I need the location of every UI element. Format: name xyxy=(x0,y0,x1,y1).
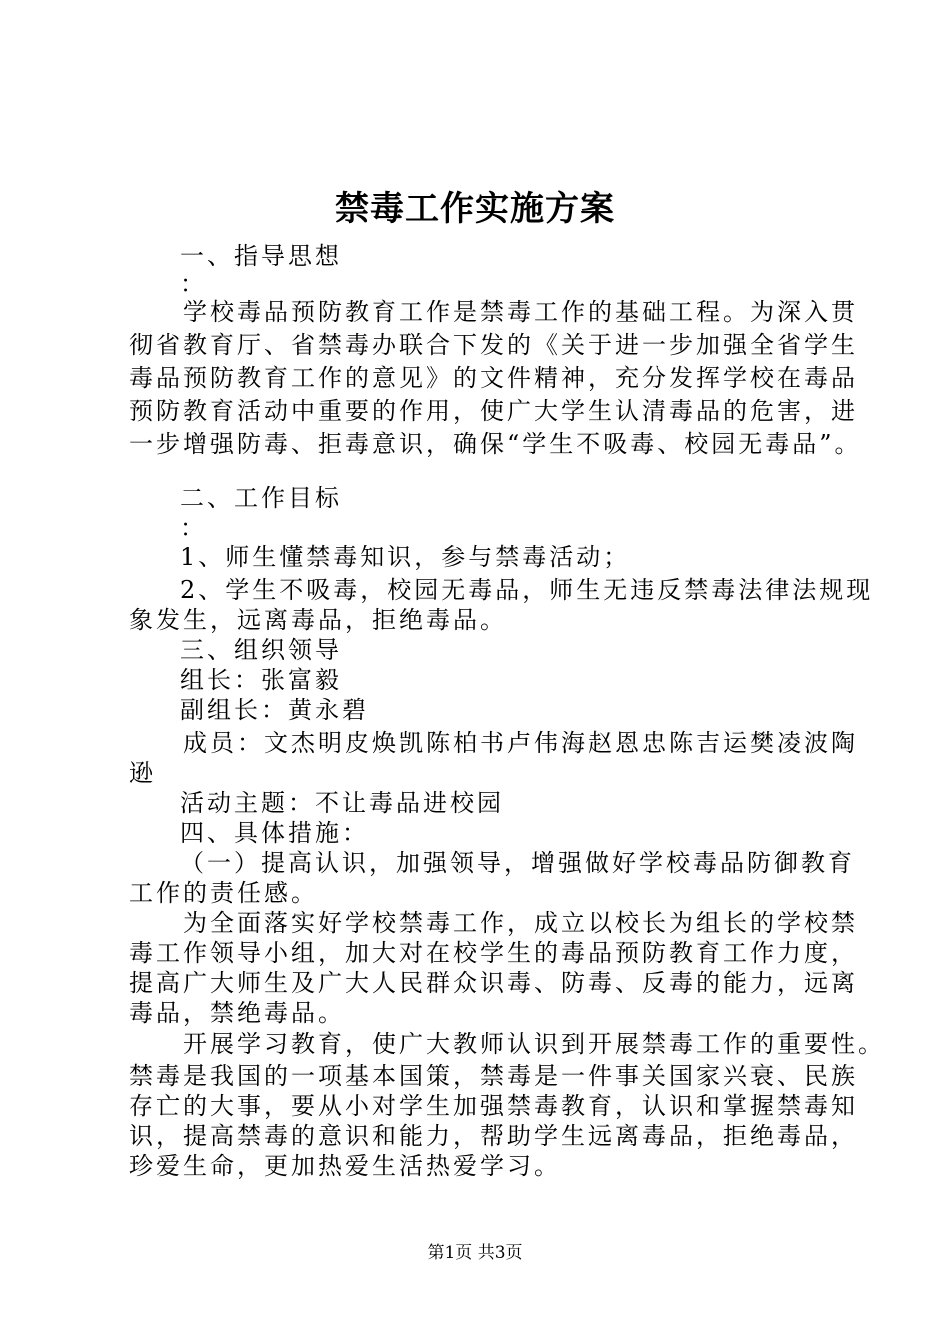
paragraph-line: 为全面落实好学校禁毒工作，成立以校长为组长的学校禁 xyxy=(183,909,858,937)
paragraph-line: 一步增强防毒、拒毒意识，确保“学生不吸毒、校园无毒品”。 xyxy=(129,430,862,458)
paragraph-line: 开展学习教育，使广大教师认识到开展禁毒工作的重要性。 xyxy=(183,1030,885,1058)
paragraph-line: 珍爱生命，更加热爱生活热爱学习。 xyxy=(129,1152,561,1180)
section-heading-2: 二、工作目标 xyxy=(180,484,342,512)
section-heading-1: 一、指导思想 xyxy=(180,242,342,270)
paragraph-line: 禁毒是我国的一项基本国策，禁毒是一件事关国家兴衰、民族 xyxy=(129,1062,858,1090)
members-line: 逊 xyxy=(129,759,156,787)
goal-item-1: 1、师生懂禁毒知识，参与禁毒活动； xyxy=(180,543,631,571)
paragraph-line: 提高广大师生及广大人民群众识毒、防毒、反毒的能力，远离 xyxy=(129,969,858,997)
section-heading-1-colon: ： xyxy=(180,270,207,298)
section-heading-2-colon: ： xyxy=(180,514,207,542)
page-number: 第1页 共3页 xyxy=(427,1243,523,1263)
measure-1-line: 工作的责任感。 xyxy=(129,879,318,907)
section-heading-3: 三、组织领导 xyxy=(180,636,342,664)
paragraph-line: 毒品，禁绝毒品。 xyxy=(129,999,345,1027)
members-line: 成员：文杰明皮焕凯陈柏书卢伟海赵恩忠陈吉运樊凌波陶 xyxy=(183,729,858,757)
activity-theme: 活动主题：不让毒品进校园 xyxy=(180,789,504,817)
paragraph-line: 识，提高禁毒的意识和能力，帮助学生远离毒品，拒绝毒品， xyxy=(129,1122,858,1150)
goal-item-2-line: 2、学生不吸毒，校园无毒品，师生无违反禁毒法律法规现 xyxy=(180,576,874,604)
paragraph-line: 毒品预防教育工作的意见》的文件精神，充分发挥学校在毒品 xyxy=(129,364,858,392)
section-heading-4: 四、具体措施： xyxy=(180,819,369,847)
paragraph-line: 学校毒品预防教育工作是禁毒工作的基础工程。为深入贯 xyxy=(183,298,858,326)
paragraph-line: 预防教育活动中重要的作用，使广大学生认清毒品的危害，进 xyxy=(129,397,858,425)
paragraph-line: 彻省教育厅、省禁毒办联合下发的《关于进一步加强全省学生 xyxy=(129,331,858,359)
group-leader: 组长：张富毅 xyxy=(180,666,342,694)
goal-item-2-line: 象发生，远离毒品，拒绝毒品。 xyxy=(129,606,507,634)
paragraph-line: 毒工作领导小组，加大对在校学生的毒品预防教育工作力度， xyxy=(129,939,858,967)
document-title: 禁毒工作实施方案 xyxy=(335,189,615,229)
paragraph-line: 存亡的大事，要从小对学生加强禁毒教育，认识和掌握禁毒知 xyxy=(129,1092,858,1120)
deputy-leader: 副组长：黄永碧 xyxy=(180,696,369,724)
measure-1-line: （一）提高认识，加强领导，增强做好学校毒品防御教育 xyxy=(180,849,855,877)
